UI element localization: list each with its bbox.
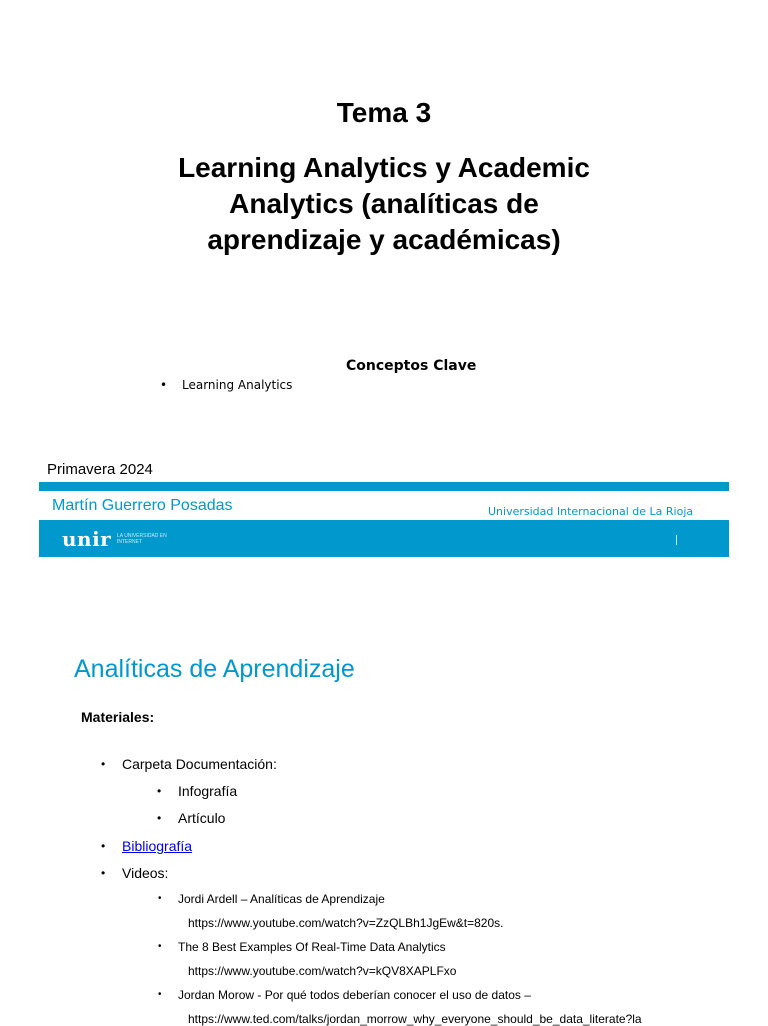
list-item-label: Artículo [178, 810, 226, 826]
footer-bar [39, 520, 729, 557]
list-item-subitem [157, 810, 226, 826]
list-item-label: Infografía [178, 783, 238, 799]
header-divider-bar [39, 482, 729, 491]
list-item-folder [101, 756, 277, 772]
materials-heading: Materiales: [81, 709, 155, 725]
footer-separator [676, 535, 677, 545]
author-name: Martín Guerrero Posadas [52, 497, 233, 514]
bullet-icon: • [158, 941, 162, 952]
video-url[interactable]: https://www.youtube.com/watch?v=kQV8XAPLFxo [188, 964, 457, 978]
logo-tagline: LA UNIVERSIDAD EN INTERNET [117, 533, 167, 545]
bullet-icon: • [157, 811, 162, 825]
list-item-subitem [157, 783, 238, 799]
university-name: Universidad Internacional de La Rioja [488, 505, 694, 518]
title-line: aprendizaje y académicas) [207, 224, 561, 255]
slide-title [0, 150, 768, 258]
bullet-icon: • [158, 989, 162, 1000]
bullet-icon: • [158, 893, 162, 904]
list-item-videos [101, 865, 169, 881]
key-concept-item [160, 378, 292, 392]
list-item-label: Videos: [122, 865, 169, 881]
bullet-icon: • [101, 757, 106, 771]
title-line: Analytics (analíticas de [229, 188, 539, 219]
bullet-icon: • [157, 784, 162, 798]
bullet-icon: • [101, 839, 106, 853]
unir-logo: unir [62, 527, 112, 551]
video-title: The 8 Best Examples Of Real-Time Data Analytics [178, 940, 446, 954]
video-url[interactable]: https://www.youtube.com/watch?v=ZzQLBh1JgEw&t=820s. [188, 916, 504, 930]
key-concepts-heading: Conceptos Clave [346, 358, 477, 374]
list-item-bibliography [101, 838, 193, 854]
title-line: Learning Analytics y Academic [178, 152, 590, 183]
video-url[interactable]: https://www.ted.com/talks/jordan_morrow_why_everyone_should_be_data_literate?la [188, 1012, 642, 1026]
topic-number: Tema 3 [336, 97, 432, 128]
video-item [158, 988, 531, 1002]
list-item-label: Carpeta Documentación: [122, 756, 277, 772]
video-title: Jordan Morow - Por qué todos deberían conocer el uso de datos – [178, 988, 531, 1002]
bullet-icon: • [160, 378, 168, 392]
bibliography-link[interactable]: Bibliografía [122, 838, 193, 854]
video-title: Jordi Ardell – Analíticas de Aprendizaje [178, 892, 385, 906]
season-label: Primavera 2024 [47, 461, 153, 478]
video-item [158, 940, 446, 954]
slide-heading: Analíticas de Aprendizaje [74, 655, 355, 683]
key-concept-label: Learning Analytics [182, 378, 293, 392]
bullet-icon: • [101, 866, 106, 880]
content-slide [0, 600, 768, 1024]
video-item [158, 892, 385, 906]
